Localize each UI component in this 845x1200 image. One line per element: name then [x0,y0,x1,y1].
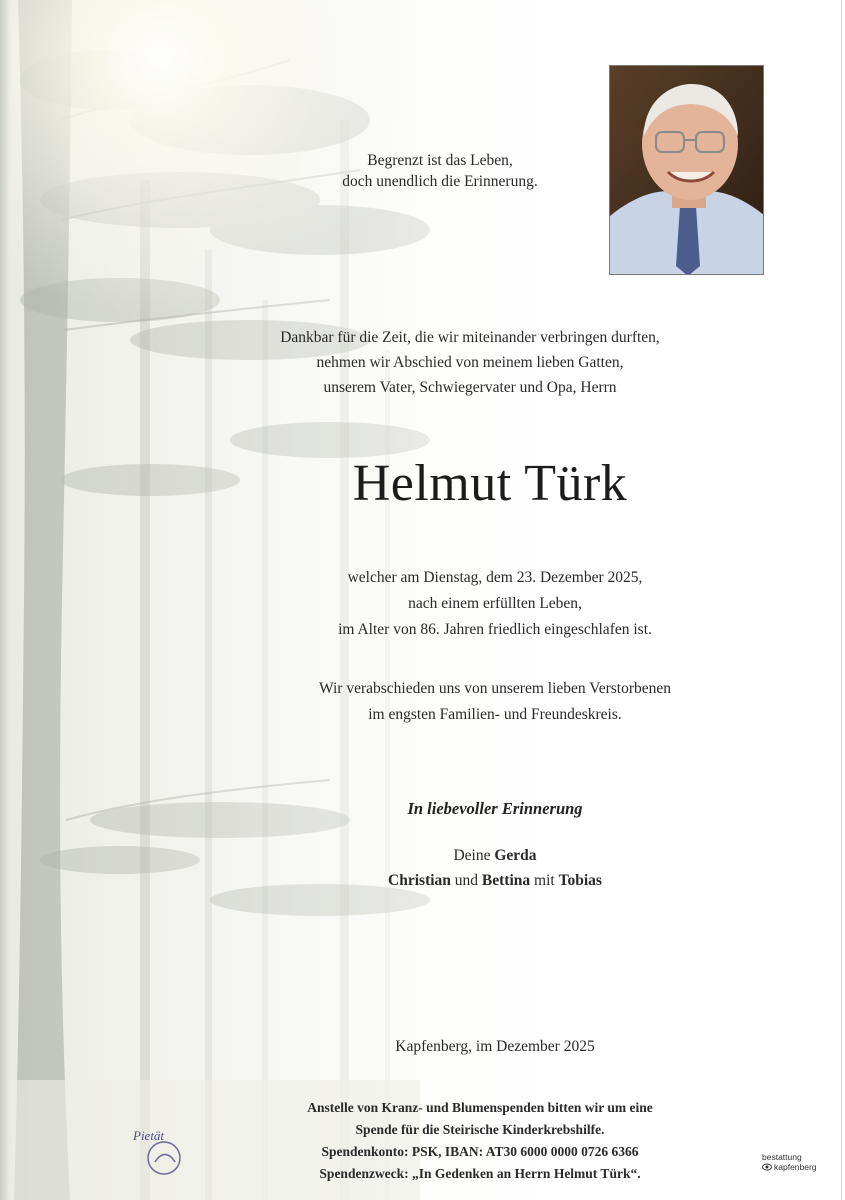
bestattung-kapfenberg-logo [762,1152,842,1172]
left-edge-shadow [0,0,12,1200]
death-line-1: welcher am Dienstag, dem 23. Dezember 2025, [347,569,643,586]
intro-line-3: unserem Vater, Schwiegervater und Opa, Herrn [323,379,617,396]
bestattung-logo-row [762,1162,842,1172]
motto-line-1: Begrenzt ist das Leben, [367,152,513,169]
remembrance-heading: In liebevoller Erinnerung [407,799,583,818]
farewell-text [200,676,790,728]
farewell-line-2: im engsten Familien- und Freundeskreis. [368,706,622,723]
family-name-bettina: Bettina [481,872,531,889]
donation-notice [240,1097,720,1185]
intro-line-2: nehmen wir Abschied von meinem lieben Gatten, [316,354,624,371]
donation-line-1: Anstelle von Kranz- und Blumenspenden bitten wir um eine [307,1100,653,1115]
pietaet-logo [133,1118,195,1180]
page-border-line [841,0,842,1200]
family-name-gerda: Gerda [494,847,537,864]
family-conjunction-und: und [454,872,479,889]
pietaet-logo-text: Pietät [133,1128,165,1143]
family-line-1 [300,843,690,868]
portrait-image [610,66,764,275]
motto-line-2: doch unendlich die Erinnerung. [342,173,538,190]
donation-line-3: Spendenkonto: PSK, IBAN: AT30 6000 0000 0726 6366 [321,1144,639,1159]
eye-logo-icon [762,1163,772,1171]
family-conjunction-mit: mit [534,872,555,889]
farewell-line-1: Wir verabschieden uns von unserem lieben Verstorbenen [318,680,672,697]
death-notice [200,565,790,643]
death-line-3: im Alter von 86. Jahren friedlich eingeschlafen ist. [338,621,652,638]
bestattung-logo-line-1: bestattung [762,1152,802,1162]
family-name-tobias: Tobias [558,872,602,889]
motto-verse [280,150,600,192]
donation-line-2: Spende für die Steirische Kinderkrebshilfe. [355,1122,605,1137]
place-and-date: Kapfenberg, im Dezember 2025 [395,1038,595,1055]
portrait-photo [609,65,764,275]
family-prefix: Deine [453,847,491,864]
family-name-christian: Christian [388,872,451,889]
family-signatures [300,843,690,893]
family-line-2 [300,868,690,893]
death-line-2: nach einem erfüllten Leben, [408,595,582,612]
intro-text [200,325,740,400]
bestattung-logo-line-2: kapfenberg [774,1162,817,1172]
donation-line-4: Spendenzweck: „In Gedenken an Herrn Helmut Türk“. [319,1166,641,1181]
intro-line-1: Dankbar für die Zeit, die wir miteinander verbringen durften, [280,329,660,346]
deceased-name: Helmut Türk [352,455,628,512]
